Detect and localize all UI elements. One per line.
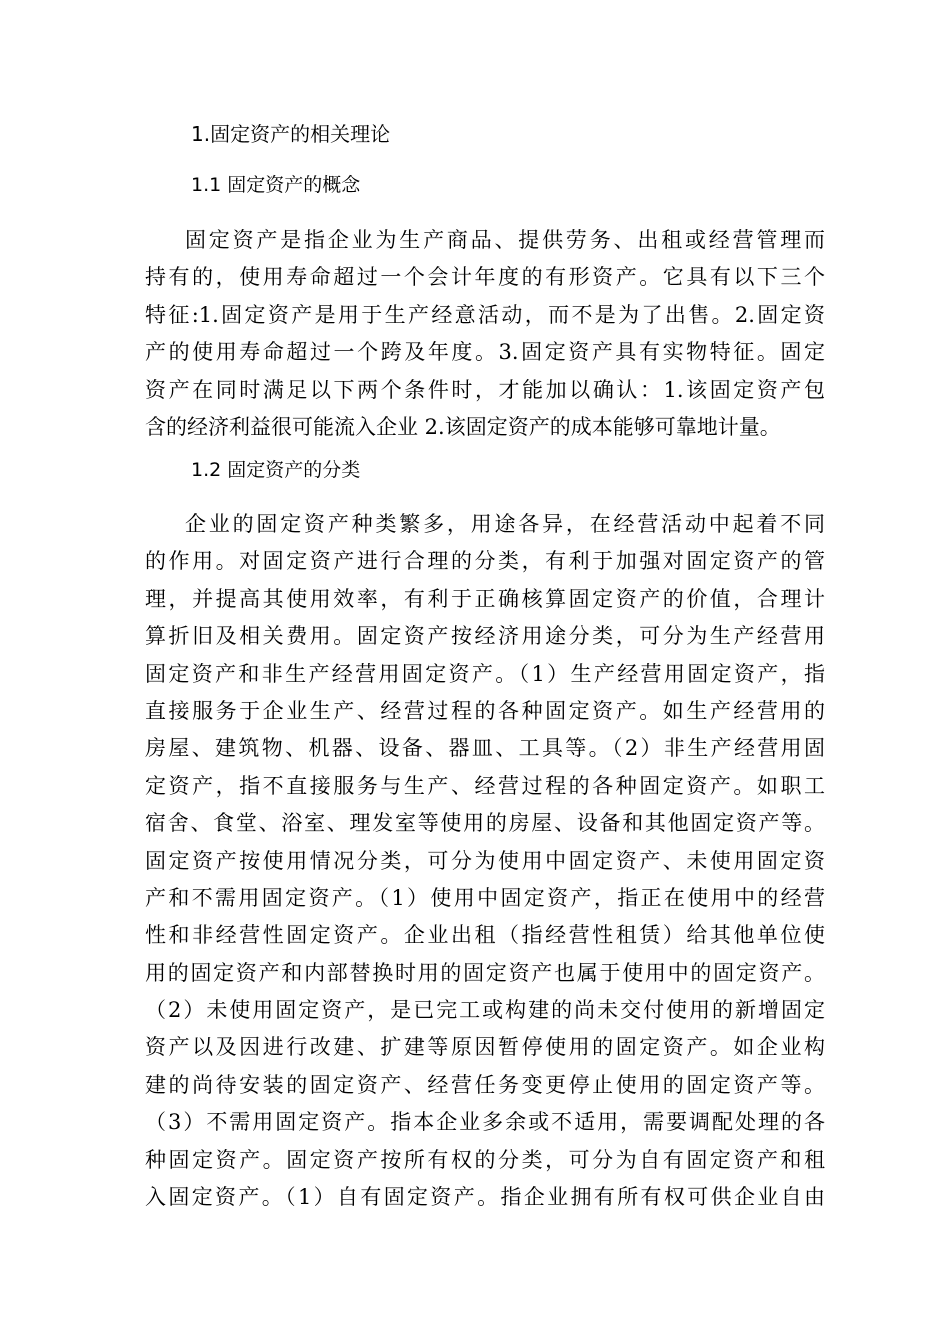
- section-heading-concept: 1.1 固定资产的概念: [191, 174, 361, 196]
- section-heading-classification: 1.2 固定资产的分类: [191, 459, 361, 481]
- text-line: 种固定资产。固定资产按所有权的分类，可分为自有固定资产和租: [145, 1147, 825, 1172]
- text-line: 性和非经营性固定资产。企业出租（指经营性租赁）给其他单位使: [145, 923, 825, 948]
- text-line: 直接服务于企业生产、经营过程的各种固定资产。如生产经营用的: [145, 698, 825, 723]
- chapter-heading: 1.固定资产的相关理论: [191, 122, 391, 146]
- text-line: 企业的固定资产种类繁多，用途各异，在经营活动中起着不同: [185, 512, 825, 536]
- text-line: 资产以及因进行改建、扩建等原因暂停使用的固定资产。如企业构: [145, 1035, 825, 1060]
- text-line: （2）未使用固定资产，是已完工或构建的尚未交付使用的新增固定: [145, 998, 825, 1023]
- paragraph-concept: [145, 222, 825, 446]
- text-line: 宿舍、食堂、浴室、理发室等使用的房屋、设备和其他固定资产等。: [145, 811, 825, 836]
- text-line: 固定资产按使用情况分类，可分为使用中固定资产、未使用固定资: [145, 848, 825, 873]
- text-line: 的作用。对固定资产进行合理的分类，有利于加强对固定资产的管: [145, 549, 825, 574]
- text-line: 入固定资产。（1）自有固定资产。指企业拥有所有权可供企业自由: [145, 1185, 825, 1210]
- text-line: 房屋、建筑物、机器、设备、器皿、工具等。（2）非生产经营用固: [145, 736, 825, 761]
- text-line: 固定资产是指企业为生产商品、提供劳务、出租或经营管理而: [185, 228, 825, 252]
- text-line: 持有的，使用寿命超过一个会计年度的有形资产。它具有以下三个: [145, 265, 825, 290]
- text-line: 定资产，指不直接服务与生产、经营过程的各种固定资产。如职工: [145, 773, 825, 798]
- text-line: 理，并提高其使用效率，有利于正确核算固定资产的价值，合理计: [145, 586, 825, 611]
- text-line: 特征:1.固定资产是用于生产经意活动，而不是为了出售。2.固定资: [145, 302, 825, 327]
- text-line: 算折旧及相关费用。固定资产按经济用途分类，可分为生产经营用: [145, 624, 825, 649]
- text-line: 固定资产和非生产经营用固定资产。（1）生产经营用固定资产，指: [145, 661, 825, 686]
- text-line: 产的使用寿命超过一个跨及年度。3.固定资产具有实物特征。固定: [145, 340, 825, 365]
- text-line: 产和不需用固定资产。（1）使用中固定资产，指正在使用中的经营: [145, 885, 825, 910]
- text-line: 含的经济利益很可能流入企业 2.该固定资产的成本能够可靠地计量。: [145, 414, 781, 439]
- text-line: 建的尚待安装的固定资产、经营任务变更停止使用的固定资产等。: [145, 1072, 825, 1097]
- text-line: 资产在同时满足以下两个条件时，才能加以确认：1.该固定资产包: [145, 377, 825, 402]
- paragraph-classification: [145, 506, 825, 1216]
- text-line: （3）不需用固定资产。指本企业多余或不适用，需要调配处理的各: [145, 1110, 825, 1135]
- text-line: 用的固定资产和内部替换时用的固定资产也属于使用中的固定资产。: [145, 960, 825, 985]
